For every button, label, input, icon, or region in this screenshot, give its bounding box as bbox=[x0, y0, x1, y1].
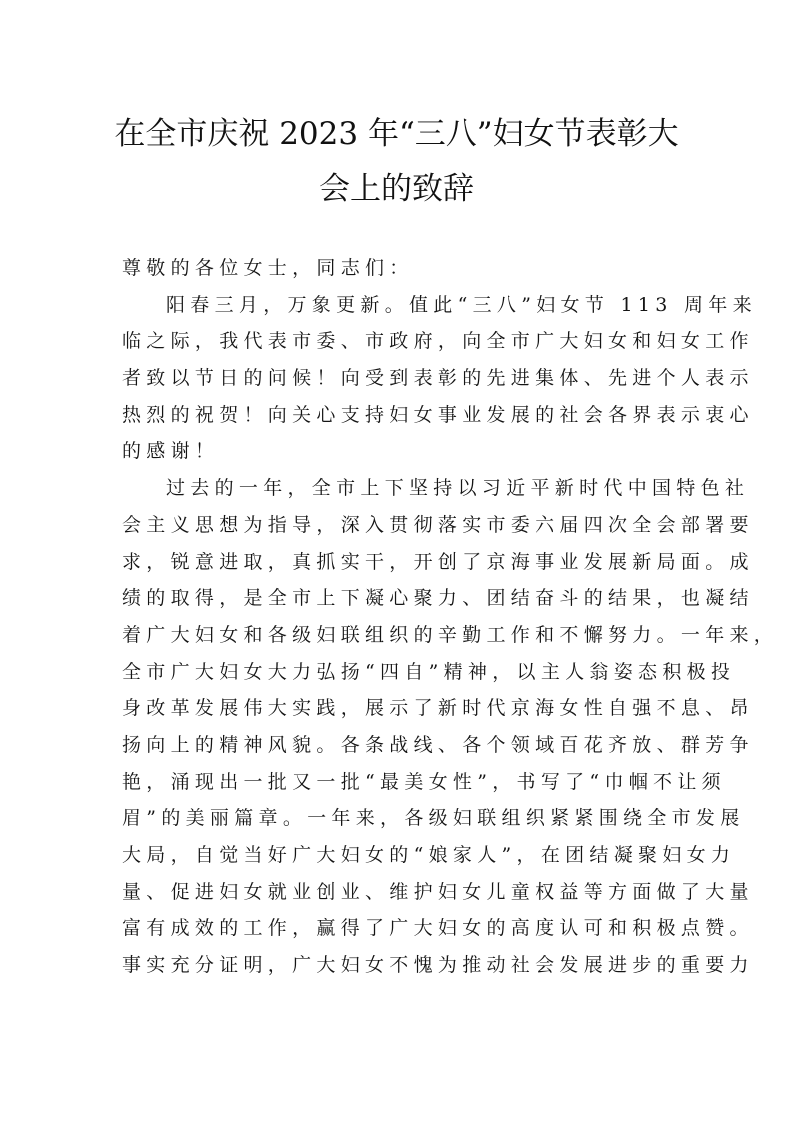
salutation: 尊敬的各位女士，同志们： bbox=[122, 257, 414, 279]
paragraph-line: 会主义思想为指导，深入贯彻落实市委六届四次全会部署要 bbox=[122, 513, 754, 536]
paragraph-line: 热烈的祝贺！向关心支持妇女事业发展的社会各界表示衷心 bbox=[122, 403, 754, 426]
paragraph-2 bbox=[122, 470, 779, 984]
paragraph-line: 身改革发展伟大实践，展示了新时代京海女性自强不息、昂 bbox=[122, 697, 754, 720]
paragraph-line: 量、促进妇女就业创业、维护妇女儿童权益等方面做了大量 bbox=[122, 880, 754, 903]
paragraph-1 bbox=[122, 287, 757, 470]
document-body bbox=[122, 250, 779, 984]
paragraph-line: 求，锐意进取，真抓实干，开创了京海事业发展新局面。成 bbox=[122, 550, 754, 573]
paragraph-line: 过去的一年，全市上下坚持以习近平新时代中国特色社 bbox=[166, 477, 750, 500]
paragraph-line: 扬向上的精神风貌。各条战线、各个领域百花齐放、群芳争 bbox=[122, 733, 754, 756]
paragraph-line: 艳，涌现出一批又一批“最美女性”，书写了“巾帼不让须 bbox=[122, 770, 726, 793]
paragraph-line: 全市广大妇女大力弘扬“四自”精神，以主人翁姿态积极投 bbox=[122, 660, 736, 683]
paragraph-line: 着广大妇女和各级妇联组织的辛勤工作和不懈努力。一年来， bbox=[122, 623, 779, 646]
document-title-line-2: 会上的致辞 bbox=[319, 171, 474, 207]
paragraph-line: 富有成效的工作，赢得了广大妇女的高度认可和积极点赞。 bbox=[122, 917, 754, 940]
paragraph-line: 事实充分证明，广大妇女不愧为推动社会发展进步的重要力 bbox=[122, 954, 754, 977]
paragraph-line: 绩的取得，是全市上下凝心聚力、团结奋斗的结果，也凝结 bbox=[122, 587, 754, 610]
paragraph-line: 阳春三月，万象更新。值此“三八”妇女节 113 周年来 bbox=[166, 293, 757, 316]
paragraph-line: 的感谢！ bbox=[122, 440, 220, 463]
paragraph-line: 大局，自觉当好广大妇女的“娘家人”，在团结凝聚妇女力 bbox=[122, 844, 736, 866]
document-title-line-1: 在全市庆祝 2023 年“三八”妇女节表彰大 bbox=[114, 116, 679, 152]
paragraph-line: 临之际，我代表市委、市政府，向全市广大妇女和妇女工作 bbox=[122, 330, 754, 353]
paragraph-line: 眉”的美丽篇章。一年来，各级妇联组织紧紧围绕全市发展 bbox=[122, 807, 745, 830]
paragraph-line: 者致以节日的问候！向受到表彰的先进集体、先进个人表示 bbox=[122, 367, 754, 390]
